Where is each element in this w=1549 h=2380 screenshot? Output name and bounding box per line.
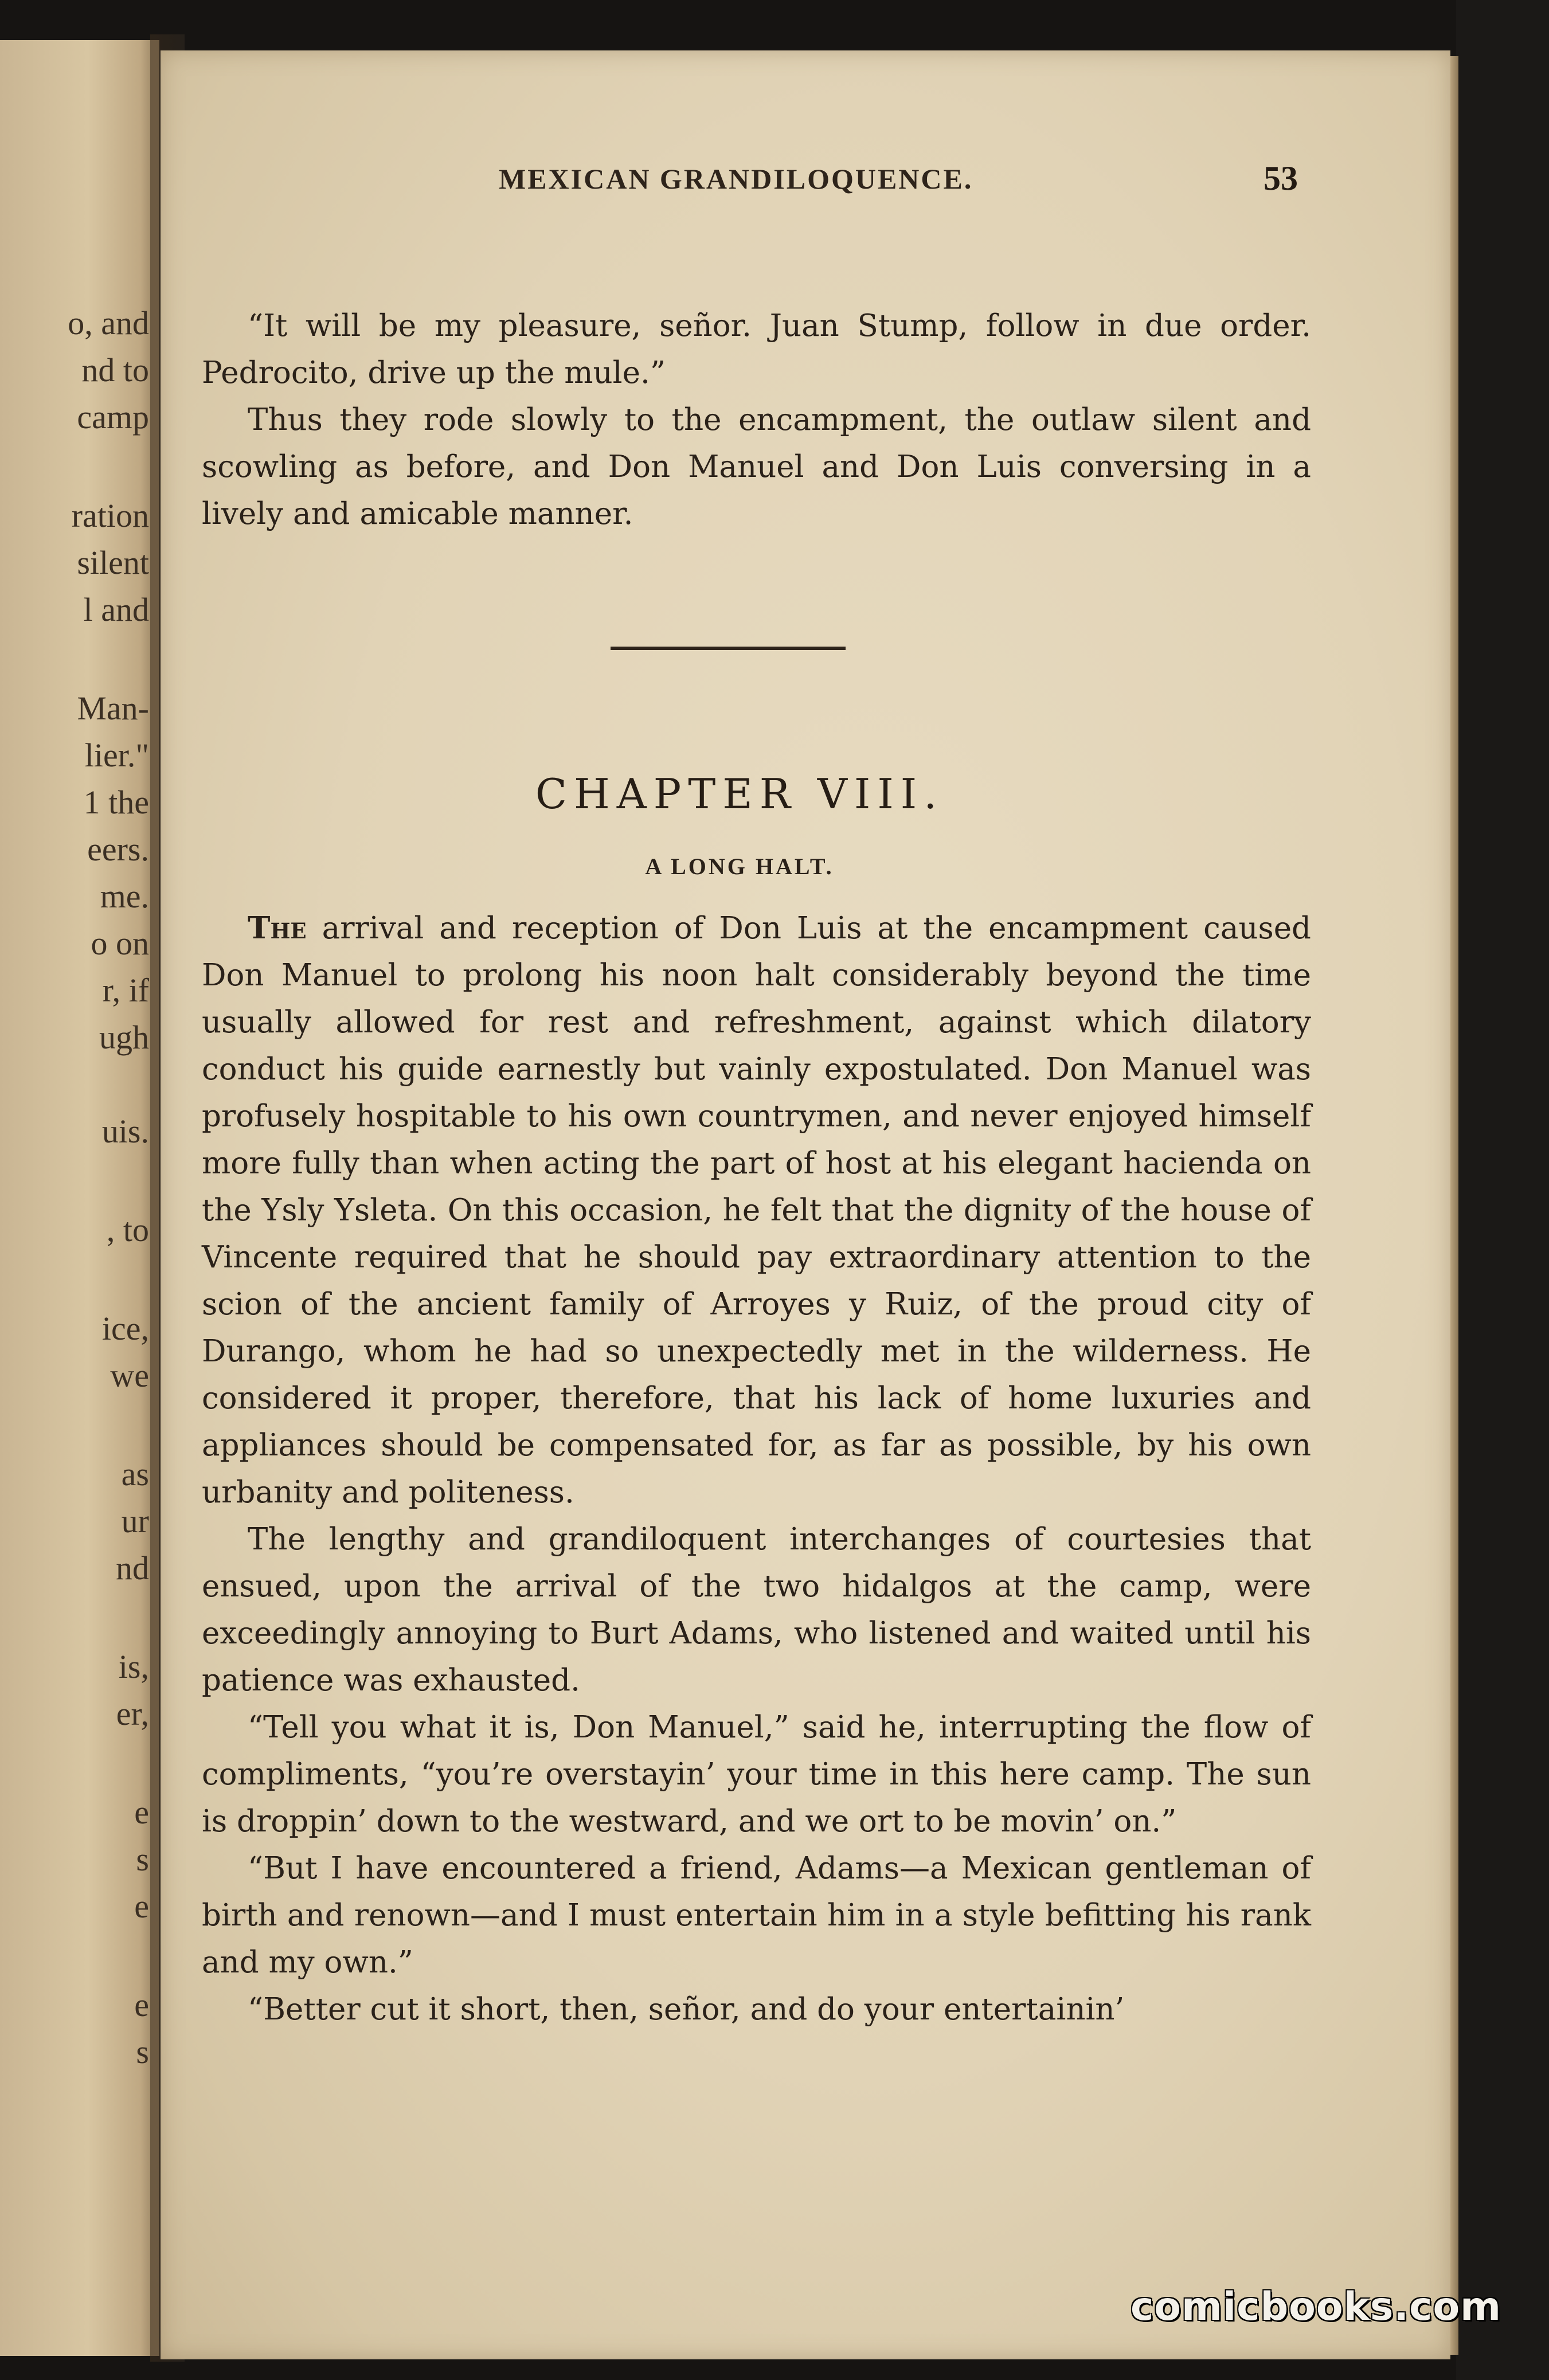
left-page-text-fragment: 1 the xyxy=(83,784,149,821)
paragraph: “Better cut it short, then, señor, and do your entertainin’ xyxy=(248,1992,1125,2027)
left-page-text-fragment: e xyxy=(134,1888,149,1925)
left-facing-page xyxy=(0,40,159,2356)
left-page-text-fragment: , to xyxy=(106,1211,149,1248)
left-page-text-fragment: nd to xyxy=(81,351,149,389)
left-page-text-fragment: eers. xyxy=(87,831,149,868)
scanner-background xyxy=(1456,0,1549,2380)
left-page-text-fragment: er, xyxy=(116,1695,149,1732)
left-page-text-fragment: ur xyxy=(121,1502,149,1540)
chapter-subtitle: A LONG HALT. xyxy=(645,854,834,879)
left-page-text-fragment: ice, xyxy=(101,1310,149,1347)
page-edge xyxy=(1450,56,1458,2355)
paragraph: “But I have encountered a friend, Adams—a Mexican gentleman of birth and renown—and I must entertain him in a style befitting his rank and my own.” xyxy=(202,1851,1311,1980)
opening-paragraph xyxy=(202,905,1311,1516)
left-page-text-fragment: s xyxy=(136,1841,149,1878)
opening-word: The xyxy=(248,910,307,946)
left-page-text-fragment: Man- xyxy=(77,690,149,727)
left-page-text-fragment: e xyxy=(134,1794,149,1831)
page-number: 53 xyxy=(1264,159,1298,197)
running-head: MEXICAN GRANDILOQUENCE. xyxy=(499,163,973,195)
text-block-top xyxy=(202,303,1311,538)
left-page-text-fragment: e xyxy=(134,1986,149,2023)
right-page xyxy=(161,50,1450,2359)
left-page-text-fragment: silent xyxy=(77,544,149,581)
section-divider xyxy=(611,647,846,650)
left-page-text-fragment: is, xyxy=(118,1648,149,1685)
left-page-text-fragment: o, and xyxy=(68,304,149,342)
left-page-text-fragment: me. xyxy=(100,878,149,915)
paragraph: The lengthy and grandiloquent interchanges of courtesies that ensued, upon the arrival of the two hidalgos at the camp, were exceedingly annoying to Burt Adams, who listened and waited until his patience was exhausted. xyxy=(202,1522,1311,1698)
left-page-text-fragment: r, if xyxy=(102,972,149,1009)
opening-paragraph-text: arrival and reception of Don Luis at the encampment caused Don Manuel to prolong his noon halt considerably beyond the time usually allowed for rest and refreshment, against which dilatory conduct his guide earnestly but vainly expostulated. Don Manuel was profusely hospitable to his own countrymen, and never enjoyed himself more fully than when acting the part of host at his elegant hacienda on the Ysly Ysleta. On this occasion, he felt that the dignity of the house of Vincente required that he should pay extraordinary attention to the scion of the ancient family of Arroyes y Ruiz, of the proud city of Durango, whom he had so unexpectedly met in the wilderness. He considered it proper, therefore, that his lack of home luxuries and appliances should be compensated for, as far as possible, by his own urbanity and politeness. xyxy=(202,911,1311,1510)
left-page-text-fragment: uis. xyxy=(101,1113,149,1150)
chapter-title: CHAPTER VIII. xyxy=(535,770,944,818)
left-page-text-fragment: ration xyxy=(71,497,149,534)
left-page-text-fragment: lier." xyxy=(84,737,149,774)
text-block-chapter xyxy=(202,905,1311,2033)
left-page-text-fragment: ugh xyxy=(99,1019,149,1056)
paragraph: “Tell you what it is, Don Manuel,” said he, interrupting the flow of compliments, “you’re overstayin’ your time in this here camp. The sun is droppin’ down to the westward, and we ort to be movin’ on.” xyxy=(202,1710,1311,1839)
left-page-text-fragment: camp xyxy=(77,398,149,436)
left-page-text-fragment: as xyxy=(121,1455,149,1493)
left-page-text-fragment: we xyxy=(110,1357,149,1394)
page-header xyxy=(161,159,1319,214)
paragraph: Thus they rode slowly to the encampment, the outlaw silent and scowling as before, and Don Manuel and Don Luis conversing in a lively and amicable manner. xyxy=(202,402,1311,531)
watermark-logo: comicbooks.com xyxy=(1131,2284,1502,2330)
left-page-text-fragment: nd xyxy=(116,1549,149,1587)
left-page-text-fragment: l and xyxy=(83,591,149,628)
left-page-text-fragment: s xyxy=(136,2033,149,2070)
left-page-text-fragment: o on xyxy=(91,925,149,962)
paragraph: “It will be my pleasure, señor. Juan Stump, follow in due order. Pedrocito, drive up the mule.” xyxy=(202,308,1311,390)
